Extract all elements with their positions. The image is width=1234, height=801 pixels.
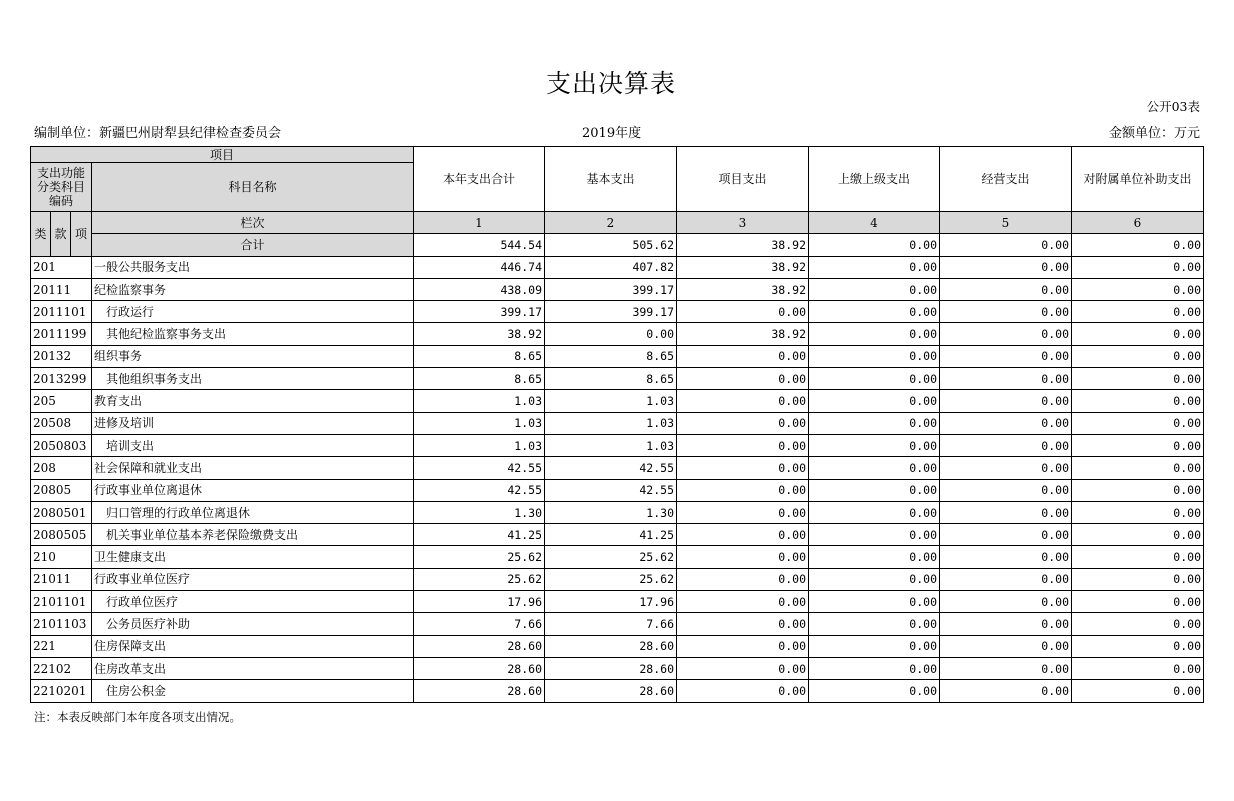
row-code: 208 bbox=[31, 457, 92, 479]
row-value: 0.00 bbox=[677, 591, 809, 613]
header-lei: 类 bbox=[31, 212, 51, 257]
total-value: 0.00 bbox=[809, 234, 940, 256]
header-col-6: 对附属单位补助支出 bbox=[1072, 147, 1204, 212]
row-code: 221 bbox=[31, 635, 92, 657]
row-value: 0.00 bbox=[545, 323, 677, 345]
row-value: 0.00 bbox=[809, 323, 940, 345]
row-value: 42.55 bbox=[414, 457, 545, 479]
row-name: 社会保障和就业支出 bbox=[92, 457, 414, 479]
row-value: 0.00 bbox=[940, 278, 1072, 300]
footnote: 注：本表反映部门本年度各项支出情况。 bbox=[34, 710, 241, 724]
table-row bbox=[31, 412, 1204, 434]
header-kuan: 款 bbox=[51, 212, 71, 257]
row-value: 0.00 bbox=[1072, 501, 1204, 523]
row-value: 0.00 bbox=[677, 368, 809, 390]
row-value: 0.00 bbox=[940, 434, 1072, 456]
row-name: 纪检监察事务 bbox=[92, 278, 414, 300]
row-name: 教育支出 bbox=[92, 390, 414, 412]
row-value: 0.00 bbox=[940, 390, 1072, 412]
row-name: 卫生健康支出 bbox=[92, 546, 414, 568]
row-value: 0.00 bbox=[940, 680, 1072, 702]
total-value: 0.00 bbox=[1072, 234, 1204, 256]
row-value: 0.00 bbox=[1072, 256, 1204, 278]
row-name: 住房改革支出 bbox=[92, 657, 414, 679]
row-value: 1.03 bbox=[414, 390, 545, 412]
row-name: 公务员医疗补助 bbox=[92, 613, 414, 635]
row-code: 2050803 bbox=[31, 434, 92, 456]
row-value: 7.66 bbox=[545, 613, 677, 635]
row-code: 2101101 bbox=[31, 591, 92, 613]
row-name: 行政运行 bbox=[92, 301, 414, 323]
col-number-1: 1 bbox=[414, 212, 545, 234]
row-value: 0.00 bbox=[677, 479, 809, 501]
row-value: 42.55 bbox=[545, 479, 677, 501]
row-value: 0.00 bbox=[1072, 301, 1204, 323]
row-value: 8.65 bbox=[545, 368, 677, 390]
row-value: 0.00 bbox=[1072, 390, 1204, 412]
row-value: 1.30 bbox=[545, 501, 677, 523]
row-value: 0.00 bbox=[940, 412, 1072, 434]
table-row bbox=[31, 657, 1204, 679]
row-value: 28.60 bbox=[545, 635, 677, 657]
row-value: 1.30 bbox=[414, 501, 545, 523]
row-value: 0.00 bbox=[1072, 345, 1204, 367]
row-code: 205 bbox=[31, 390, 92, 412]
header-col-2: 基本支出 bbox=[545, 147, 677, 212]
total-value: 505.62 bbox=[545, 234, 677, 256]
row-value: 38.92 bbox=[677, 323, 809, 345]
row-value: 0.00 bbox=[677, 680, 809, 702]
row-value: 0.00 bbox=[809, 256, 940, 278]
row-value: 0.00 bbox=[940, 256, 1072, 278]
row-value: 0.00 bbox=[677, 613, 809, 635]
header-col-index: 栏次 bbox=[92, 212, 414, 234]
row-value: 0.00 bbox=[940, 524, 1072, 546]
row-value: 0.00 bbox=[940, 345, 1072, 367]
col-number-5: 5 bbox=[940, 212, 1072, 234]
row-value: 0.00 bbox=[809, 568, 940, 590]
row-code: 2011199 bbox=[31, 323, 92, 345]
amount-unit: 金额单位：万元 bbox=[1108, 126, 1200, 141]
row-code: 2011101 bbox=[31, 301, 92, 323]
total-value: 544.54 bbox=[414, 234, 545, 256]
row-value: 0.00 bbox=[940, 368, 1072, 390]
row-name: 归口管理的行政单位离退休 bbox=[92, 501, 414, 523]
row-value: 0.00 bbox=[677, 546, 809, 568]
table-row bbox=[31, 546, 1204, 568]
table-row bbox=[31, 591, 1204, 613]
row-code: 201 bbox=[31, 256, 92, 278]
row-code: 20508 bbox=[31, 412, 92, 434]
row-name: 行政单位医疗 bbox=[92, 591, 414, 613]
row-value: 399.17 bbox=[545, 278, 677, 300]
row-value: 8.65 bbox=[414, 345, 545, 367]
row-value: 38.92 bbox=[677, 256, 809, 278]
row-value: 0.00 bbox=[940, 501, 1072, 523]
row-value: 8.65 bbox=[545, 345, 677, 367]
header-col-1: 本年支出合计 bbox=[414, 147, 545, 212]
total-value: 0.00 bbox=[940, 234, 1072, 256]
row-value: 0.00 bbox=[1072, 568, 1204, 590]
expenditure-table bbox=[30, 146, 1204, 703]
row-value: 0.00 bbox=[1072, 479, 1204, 501]
row-value: 41.25 bbox=[414, 524, 545, 546]
form-number: 公开03表 bbox=[1146, 99, 1200, 114]
row-value: 0.00 bbox=[677, 501, 809, 523]
table-row bbox=[31, 390, 1204, 412]
row-value: 0.00 bbox=[809, 368, 940, 390]
row-code: 21011 bbox=[31, 568, 92, 590]
row-value: 0.00 bbox=[809, 501, 940, 523]
row-value: 0.00 bbox=[1072, 457, 1204, 479]
fiscal-year: 2019年度 bbox=[582, 126, 642, 141]
row-value: 1.03 bbox=[414, 412, 545, 434]
row-name: 其他纪检监察事务支出 bbox=[92, 323, 414, 345]
row-value: 0.00 bbox=[809, 390, 940, 412]
row-value: 0.00 bbox=[809, 479, 940, 501]
row-value: 1.03 bbox=[414, 434, 545, 456]
row-code: 20805 bbox=[31, 479, 92, 501]
col-number-3: 3 bbox=[677, 212, 809, 234]
row-value: 0.00 bbox=[940, 546, 1072, 568]
row-value: 0.00 bbox=[1072, 680, 1204, 702]
row-name: 行政事业单位离退休 bbox=[92, 479, 414, 501]
row-value: 0.00 bbox=[809, 301, 940, 323]
row-value: 0.00 bbox=[809, 613, 940, 635]
row-value: 0.00 bbox=[809, 635, 940, 657]
table-row bbox=[31, 568, 1204, 590]
total-row bbox=[31, 234, 1204, 256]
row-value: 0.00 bbox=[809, 591, 940, 613]
row-value: 28.60 bbox=[545, 657, 677, 679]
row-code: 20111 bbox=[31, 278, 92, 300]
row-code: 22102 bbox=[31, 657, 92, 679]
row-value: 446.74 bbox=[414, 256, 545, 278]
row-name: 组织事务 bbox=[92, 345, 414, 367]
row-value: 0.00 bbox=[940, 323, 1072, 345]
row-value: 28.60 bbox=[414, 635, 545, 657]
row-name: 住房公积金 bbox=[92, 680, 414, 702]
row-value: 0.00 bbox=[677, 345, 809, 367]
row-value: 0.00 bbox=[1072, 434, 1204, 456]
table-row bbox=[31, 323, 1204, 345]
row-code: 210 bbox=[31, 546, 92, 568]
row-value: 0.00 bbox=[677, 635, 809, 657]
row-value: 0.00 bbox=[940, 613, 1072, 635]
header-col-5: 经营支出 bbox=[940, 147, 1072, 212]
row-value: 0.00 bbox=[1072, 546, 1204, 568]
table-row bbox=[31, 368, 1204, 390]
row-value: 0.00 bbox=[809, 680, 940, 702]
header-xiang: 项 bbox=[71, 212, 92, 257]
row-value: 0.00 bbox=[809, 546, 940, 568]
row-code: 2080501 bbox=[31, 501, 92, 523]
row-value: 438.09 bbox=[414, 278, 545, 300]
row-value: 0.00 bbox=[940, 479, 1072, 501]
row-code: 20132 bbox=[31, 345, 92, 367]
header-code: 支出功能分类科目编码 bbox=[31, 163, 92, 212]
col-number-2: 2 bbox=[545, 212, 677, 234]
row-name: 进修及培训 bbox=[92, 412, 414, 434]
row-value: 8.65 bbox=[414, 368, 545, 390]
table-row bbox=[31, 434, 1204, 456]
table-row bbox=[31, 524, 1204, 546]
table-row bbox=[31, 479, 1204, 501]
row-value: 407.82 bbox=[545, 256, 677, 278]
col-number-6: 6 bbox=[1072, 212, 1204, 234]
page-title: 支出决算表 bbox=[545, 69, 676, 98]
row-name: 机关事业单位基本养老保险缴费支出 bbox=[92, 524, 414, 546]
row-value: 0.00 bbox=[677, 390, 809, 412]
row-name: 行政事业单位医疗 bbox=[92, 568, 414, 590]
row-value: 1.03 bbox=[545, 412, 677, 434]
table-row bbox=[31, 613, 1204, 635]
row-value: 42.55 bbox=[414, 479, 545, 501]
row-value: 0.00 bbox=[940, 635, 1072, 657]
row-value: 399.17 bbox=[414, 301, 545, 323]
row-value: 0.00 bbox=[677, 457, 809, 479]
row-value: 0.00 bbox=[809, 657, 940, 679]
row-value: 0.00 bbox=[940, 301, 1072, 323]
row-value: 0.00 bbox=[677, 568, 809, 590]
row-value: 0.00 bbox=[1072, 635, 1204, 657]
row-value: 1.03 bbox=[545, 390, 677, 412]
total-value: 38.92 bbox=[677, 234, 809, 256]
compiling-unit: 编制单位：新疆巴州尉犁县纪律检查委员会 bbox=[34, 126, 282, 141]
row-code: 2210201 bbox=[31, 680, 92, 702]
table-row bbox=[31, 501, 1204, 523]
row-value: 17.96 bbox=[414, 591, 545, 613]
row-value: 28.60 bbox=[545, 680, 677, 702]
row-value: 28.60 bbox=[414, 680, 545, 702]
header-item: 项目 bbox=[31, 147, 414, 163]
header-col-4: 上缴上级支出 bbox=[809, 147, 940, 212]
row-value: 25.62 bbox=[545, 546, 677, 568]
row-value: 0.00 bbox=[677, 657, 809, 679]
row-name: 住房保障支出 bbox=[92, 635, 414, 657]
row-value: 41.25 bbox=[545, 524, 677, 546]
row-code: 2080505 bbox=[31, 524, 92, 546]
table-row bbox=[31, 301, 1204, 323]
row-code: 2013299 bbox=[31, 368, 92, 390]
header-col-3: 项目支出 bbox=[677, 147, 809, 212]
row-value: 0.00 bbox=[940, 591, 1072, 613]
row-value: 0.00 bbox=[1072, 657, 1204, 679]
row-value: 0.00 bbox=[1072, 368, 1204, 390]
table-row bbox=[31, 278, 1204, 300]
row-value: 7.66 bbox=[414, 613, 545, 635]
row-value: 0.00 bbox=[809, 412, 940, 434]
row-value: 0.00 bbox=[809, 457, 940, 479]
row-value: 0.00 bbox=[1072, 591, 1204, 613]
row-value: 0.00 bbox=[809, 345, 940, 367]
row-value: 0.00 bbox=[677, 301, 809, 323]
row-value: 0.00 bbox=[677, 434, 809, 456]
row-value: 0.00 bbox=[1072, 323, 1204, 345]
row-value: 0.00 bbox=[677, 412, 809, 434]
row-value: 0.00 bbox=[809, 278, 940, 300]
table-row bbox=[31, 680, 1204, 702]
table-row bbox=[31, 635, 1204, 657]
row-value: 0.00 bbox=[1072, 412, 1204, 434]
row-value: 399.17 bbox=[545, 301, 677, 323]
row-value: 0.00 bbox=[940, 657, 1072, 679]
row-name: 培训支出 bbox=[92, 434, 414, 456]
row-value: 38.92 bbox=[677, 278, 809, 300]
row-value: 0.00 bbox=[809, 524, 940, 546]
total-label: 合计 bbox=[92, 234, 414, 256]
row-value: 0.00 bbox=[677, 524, 809, 546]
col-number-4: 4 bbox=[809, 212, 940, 234]
row-value: 25.62 bbox=[545, 568, 677, 590]
row-value: 0.00 bbox=[940, 457, 1072, 479]
table-row bbox=[31, 457, 1204, 479]
row-value: 38.92 bbox=[414, 323, 545, 345]
row-value: 0.00 bbox=[940, 568, 1072, 590]
row-value: 0.00 bbox=[809, 434, 940, 456]
row-code: 2101103 bbox=[31, 613, 92, 635]
header-name: 科目名称 bbox=[92, 163, 414, 212]
row-value: 17.96 bbox=[545, 591, 677, 613]
row-value: 25.62 bbox=[414, 546, 545, 568]
row-value: 0.00 bbox=[1072, 524, 1204, 546]
row-value: 0.00 bbox=[1072, 278, 1204, 300]
row-name: 一般公共服务支出 bbox=[92, 256, 414, 278]
table-row bbox=[31, 256, 1204, 278]
row-name: 其他组织事务支出 bbox=[92, 368, 414, 390]
row-value: 42.55 bbox=[545, 457, 677, 479]
row-value: 25.62 bbox=[414, 568, 545, 590]
table-row bbox=[31, 345, 1204, 367]
row-value: 1.03 bbox=[545, 434, 677, 456]
row-value: 28.60 bbox=[414, 657, 545, 679]
row-value: 0.00 bbox=[1072, 613, 1204, 635]
